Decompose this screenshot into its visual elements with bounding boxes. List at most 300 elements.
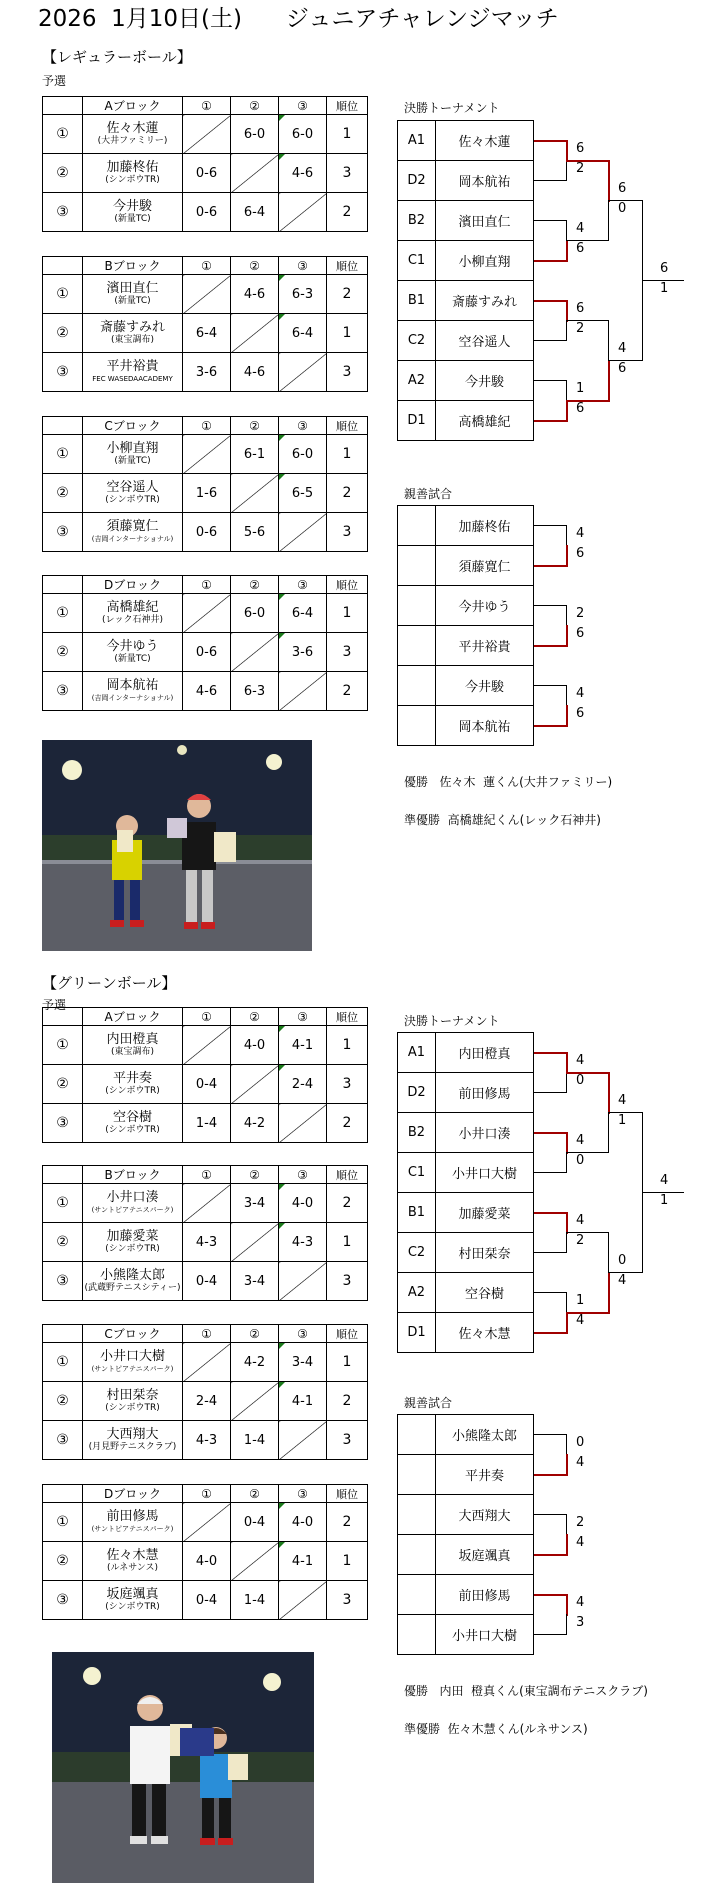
player-name: 須藤寛仁	[106, 519, 159, 534]
opponent-col-header: ①	[183, 417, 231, 435]
bracket-player-name: 加藤愛菜	[436, 1193, 534, 1233]
player-row	[43, 594, 368, 633]
header-empty-cell	[43, 417, 83, 435]
player-row	[43, 1503, 368, 1542]
friendly-player-name: 小井口大樹	[436, 1615, 534, 1655]
opponent-col-header: ②	[231, 97, 279, 115]
bracket-line	[534, 160, 567, 181]
bracket-line	[534, 220, 567, 241]
bracket-line	[534, 605, 567, 626]
player-number: ①	[43, 275, 83, 314]
player-number: ③	[43, 1104, 83, 1143]
match-score: 0-6	[183, 513, 231, 552]
friendly-entry	[398, 506, 534, 546]
bracket-line	[534, 1232, 567, 1253]
friendly-seed-blank	[398, 706, 436, 746]
bracket-line	[534, 1312, 568, 1334]
player-name: 前田修馬	[106, 1509, 159, 1524]
bracket-player-name: 今井駿	[436, 361, 534, 401]
player-number: ③	[43, 193, 83, 232]
player-row	[43, 474, 368, 513]
bracket-line	[534, 705, 568, 727]
bracket-line	[534, 320, 567, 341]
player-club: (新量TC)	[114, 214, 151, 224]
green-prelim-label: 予選	[42, 998, 67, 1012]
friendly-entry	[398, 1535, 534, 1575]
bracket-seed: B1	[398, 281, 436, 321]
block-name: Bブロック	[83, 1166, 183, 1184]
player-number: ②	[43, 633, 83, 672]
match-score: 0-6	[183, 154, 231, 193]
player-name: 加藤柊佑	[106, 160, 159, 175]
self-match-diagonal	[279, 1581, 327, 1620]
bracket-score: 4	[576, 1133, 585, 1148]
player-row	[43, 1382, 368, 1421]
rank-value: 2	[327, 672, 368, 711]
bracket-seed: D2	[398, 1073, 436, 1113]
bracket-seed: A2	[398, 1273, 436, 1313]
bracket-score: 1	[576, 1293, 585, 1308]
bracket-entry	[398, 1033, 534, 1073]
player-name: 坂庭颯真	[106, 1587, 159, 1602]
green-friendly-table	[397, 1414, 534, 1655]
bracket-seed: A1	[398, 121, 436, 161]
match-score: 6-4	[279, 594, 327, 633]
match-score: 6-0	[231, 594, 279, 633]
bracket-player-name: 高橋雄紀	[436, 401, 534, 441]
player-number: ③	[43, 1581, 83, 1620]
player-club: (サントピアテニスパーク)	[91, 1206, 174, 1214]
player-number: ①	[43, 1503, 83, 1542]
player-number: ②	[43, 154, 83, 193]
self-match-diagonal	[183, 594, 231, 633]
player-cell	[83, 154, 183, 193]
bracket-score: 4	[618, 1093, 627, 1108]
self-match-diagonal	[231, 1223, 279, 1262]
bracket-line	[534, 400, 568, 422]
green-runner-up-text: 準優勝 佐々木慧くん(ルネサンス)	[404, 1722, 588, 1736]
friendly-seed-blank	[398, 1455, 436, 1495]
rank-value: 2	[327, 1382, 368, 1421]
bracket-seed: C2	[398, 321, 436, 361]
opponent-col-header: ②	[231, 417, 279, 435]
friendly-entry	[398, 546, 534, 586]
opponent-col-header: ①	[183, 1008, 231, 1026]
player-cell	[83, 1421, 183, 1460]
green-friendly-label: 親善試合	[404, 1396, 453, 1410]
player-number: ③	[43, 513, 83, 552]
match-score: 2-4	[183, 1382, 231, 1421]
friendly-player-name: 坂庭颯真	[436, 1535, 534, 1575]
match-score: 5-6	[231, 513, 279, 552]
match-score: 6-0	[231, 115, 279, 154]
friendly-seed-blank	[398, 1415, 436, 1455]
opponent-col-header: ③	[279, 97, 327, 115]
player-club: (吉岡インターナショナル)	[91, 535, 174, 543]
match-score: 4-6	[231, 353, 279, 392]
bracket-score: 6	[618, 181, 627, 196]
bracket-score: 3	[576, 1615, 585, 1630]
self-match-diagonal	[279, 193, 327, 232]
rank-value: 1	[327, 314, 368, 353]
player-club: (シンボウTR)	[105, 495, 160, 505]
player-club: (シンボウTR)	[105, 1403, 160, 1413]
regular-block-table	[42, 256, 368, 392]
player-name: 加藤愛菜	[106, 1229, 159, 1244]
player-row	[43, 1065, 368, 1104]
self-match-diagonal	[279, 672, 327, 711]
player-name: 今井ゆう	[106, 639, 159, 654]
friendly-player-name: 平井裕貴	[436, 626, 534, 666]
bracket-entry	[398, 161, 534, 201]
green-section-heading: 【グリーンボール】	[42, 974, 177, 992]
player-number: ①	[43, 1343, 83, 1382]
bracket-entry	[398, 1193, 534, 1233]
bracket-score: 0	[576, 1435, 585, 1450]
player-name: 内田橙真	[106, 1032, 159, 1047]
opponent-col-header: ③	[279, 1008, 327, 1026]
bracket-score: 2	[576, 1515, 585, 1530]
player-row	[43, 513, 368, 552]
self-match-diagonal	[279, 513, 327, 552]
match-score: 4-1	[279, 1026, 327, 1065]
player-row	[43, 1184, 368, 1223]
player-name: 平井裕貴	[106, 359, 159, 374]
match-score: 4-6	[279, 154, 327, 193]
match-score: 3-4	[231, 1184, 279, 1223]
player-club: (サントピアテニスパーク)	[91, 1365, 174, 1373]
self-match-diagonal	[183, 275, 231, 314]
player-row	[43, 1343, 368, 1382]
player-cell	[83, 1503, 183, 1542]
friendly-seed-blank	[398, 586, 436, 626]
rank-value: 1	[327, 1223, 368, 1262]
player-name: 佐々木蓮	[106, 121, 159, 136]
bracket-score: 6	[576, 626, 585, 641]
bracket-line	[608, 280, 643, 361]
player-cell	[83, 474, 183, 513]
bracket-line	[608, 1192, 643, 1273]
player-row	[43, 1542, 368, 1581]
rank-col-header: 順位	[327, 1008, 368, 1026]
rank-col-header: 順位	[327, 417, 368, 435]
block-name: Dブロック	[83, 1485, 183, 1503]
player-cell	[83, 1262, 183, 1301]
bracket-score: 1	[576, 381, 585, 396]
self-match-diagonal	[279, 1421, 327, 1460]
player-cell	[83, 1065, 183, 1104]
regular-runner-up-text: 準優勝 高橋雄紀くん(レック石神井)	[404, 813, 601, 827]
player-number: ③	[43, 1262, 83, 1301]
match-score: 4-6	[183, 672, 231, 711]
friendly-seed-blank	[398, 506, 436, 546]
match-score: 4-0	[279, 1184, 327, 1223]
self-match-diagonal	[231, 314, 279, 353]
bracket-score: 2	[576, 321, 585, 336]
player-row	[43, 1262, 368, 1301]
bracket-line	[534, 1434, 567, 1455]
match-score: 1-4	[183, 1104, 231, 1143]
opponent-col-header: ②	[231, 1485, 279, 1503]
opponent-col-header: ③	[279, 576, 327, 594]
bracket-score: 2	[576, 1233, 585, 1248]
match-score: 6-3	[231, 672, 279, 711]
player-name: 小熊隆太郎	[99, 1268, 165, 1283]
regular-block-table	[42, 575, 368, 711]
player-cell	[83, 594, 183, 633]
player-cell	[83, 193, 183, 232]
player-number: ②	[43, 1382, 83, 1421]
match-score: 4-2	[231, 1104, 279, 1143]
rank-col-header: 順位	[327, 1485, 368, 1503]
rank-value: 2	[327, 275, 368, 314]
player-number: ②	[43, 474, 83, 513]
bracket-score: 6	[576, 401, 585, 416]
bracket-line	[566, 200, 609, 241]
self-match-diagonal	[183, 435, 231, 474]
rank-value: 1	[327, 1343, 368, 1382]
bracket-entry	[398, 121, 534, 161]
bracket-line	[534, 380, 567, 401]
player-row	[43, 154, 368, 193]
opponent-col-header: ②	[231, 1166, 279, 1184]
bracket-player-name: 佐々木蓮	[436, 121, 534, 161]
friendly-seed-blank	[398, 666, 436, 706]
match-score: 4-3	[183, 1421, 231, 1460]
bracket-score: 1	[618, 1113, 627, 1128]
opponent-col-header: ③	[279, 1325, 327, 1343]
match-score: 4-3	[279, 1223, 327, 1262]
bracket-player-name: 村田栞奈	[436, 1233, 534, 1273]
friendly-player-name: 今井ゆう	[436, 586, 534, 626]
bracket-entry	[398, 1153, 534, 1193]
bracket-entry	[398, 361, 534, 401]
header-empty-cell	[43, 1325, 83, 1343]
self-match-diagonal	[183, 1343, 231, 1382]
bracket-entry	[398, 1273, 534, 1313]
self-match-diagonal	[231, 633, 279, 672]
match-score: 0-4	[231, 1503, 279, 1542]
bracket-line	[534, 545, 568, 567]
rank-col-header: 順位	[327, 576, 368, 594]
match-score: 4-1	[279, 1542, 327, 1581]
player-club: (武蔵野テニスシティー)	[84, 1283, 181, 1293]
player-club: (シンボウTR)	[105, 1244, 160, 1254]
player-club: (月見野テニスクラブ)	[88, 1442, 177, 1452]
header-empty-cell	[43, 1166, 83, 1184]
player-row	[43, 1421, 368, 1460]
player-row	[43, 1581, 368, 1620]
bracket-score: 2	[576, 606, 585, 621]
bracket-score: 4	[576, 1213, 585, 1228]
player-name: 空谷遥人	[106, 480, 159, 495]
bracket-seed: D1	[398, 1313, 436, 1353]
match-score: 0-4	[183, 1262, 231, 1301]
friendly-entry	[398, 1455, 534, 1495]
match-score: 3-6	[183, 353, 231, 392]
player-number: ①	[43, 1184, 83, 1223]
bracket-score: 4	[576, 221, 585, 236]
bracket-score: 4	[618, 1273, 627, 1288]
bracket-line	[534, 1292, 567, 1313]
match-score: 0-4	[183, 1581, 231, 1620]
bracket-seed: C2	[398, 1233, 436, 1273]
player-row	[43, 115, 368, 154]
opponent-col-header: ②	[231, 1325, 279, 1343]
player-name: 高橋雄紀	[106, 600, 159, 615]
bracket-score: 4	[576, 1313, 585, 1328]
regular-block-table	[42, 416, 368, 552]
rank-value: 3	[327, 633, 368, 672]
player-row	[43, 275, 368, 314]
bracket-player-name: 濱田直仁	[436, 201, 534, 241]
bracket-score: 6	[576, 546, 585, 561]
bracket-line	[566, 1072, 610, 1114]
bracket-score: 6	[576, 301, 585, 316]
opponent-col-header: ①	[183, 576, 231, 594]
rank-value: 3	[327, 1065, 368, 1104]
opponent-col-header: ③	[279, 1166, 327, 1184]
player-cell	[83, 1223, 183, 1262]
regular-champion-text: 優勝 佐々木 蓮くん(大井ファミリー)	[404, 775, 613, 789]
block-name: Bブロック	[83, 257, 183, 275]
bracket-player-name: 前田修馬	[436, 1073, 534, 1113]
bracket-entry	[398, 401, 534, 441]
bracket-player-name: 空谷樹	[436, 1273, 534, 1313]
player-row	[43, 672, 368, 711]
bracket-line	[534, 1152, 567, 1173]
friendly-entry	[398, 626, 534, 666]
bracket-player-name: 岡本航祐	[436, 161, 534, 201]
match-score: 6-0	[279, 435, 327, 474]
friendly-entry	[398, 1415, 534, 1455]
opponent-col-header: ①	[183, 97, 231, 115]
bracket-seed: B1	[398, 1193, 436, 1233]
match-score: 4-0	[183, 1542, 231, 1581]
regular-block-table	[42, 96, 368, 232]
player-club: (シンボウTR)	[105, 1602, 160, 1612]
player-cell	[83, 115, 183, 154]
match-score: 0-6	[183, 633, 231, 672]
header-empty-cell	[43, 257, 83, 275]
rank-value: 1	[327, 1026, 368, 1065]
rank-value: 3	[327, 1262, 368, 1301]
green-final-bracket-table	[397, 1032, 534, 1353]
bracket-player-name: 小井口湊	[436, 1113, 534, 1153]
bracket-seed: D1	[398, 401, 436, 441]
player-number: ①	[43, 435, 83, 474]
regular-section-heading: 【レギュラーボール】	[42, 48, 192, 66]
bracket-score: 4	[576, 1535, 585, 1550]
rank-value: 1	[327, 115, 368, 154]
match-score: 0-6	[183, 193, 231, 232]
green-champion-text: 優勝 内田 橙真くん(東宝調布テニスクラブ)	[404, 1684, 648, 1698]
player-cell	[83, 1542, 183, 1581]
bracket-line	[534, 240, 568, 262]
player-club: FEC WASEDAACADEMY	[92, 375, 173, 383]
player-name: 岡本航祐	[106, 678, 159, 693]
player-cell	[83, 1104, 183, 1143]
rank-value: 3	[327, 154, 368, 193]
match-score: 0-4	[183, 1065, 231, 1104]
rank-value: 2	[327, 1104, 368, 1143]
player-cell	[83, 633, 183, 672]
friendly-entry	[398, 1615, 534, 1655]
player-cell	[83, 1184, 183, 1223]
green-final-label: 決勝トーナメント	[404, 1014, 500, 1028]
bracket-seed: B2	[398, 1113, 436, 1153]
match-score: 4-3	[183, 1223, 231, 1262]
bracket-score: 6	[576, 706, 585, 721]
player-name: 空谷樹	[112, 1110, 152, 1125]
player-club: (東宝調布)	[110, 335, 155, 345]
bracket-player-name: 斎藤すみれ	[436, 281, 534, 321]
bracket-score: 0	[576, 1153, 585, 1168]
player-club: (大井ファミリー)	[97, 136, 168, 146]
bracket-score: 6	[576, 241, 585, 256]
match-score: 3-4	[279, 1343, 327, 1382]
friendly-seed-blank	[398, 626, 436, 666]
bracket-score: 2	[576, 161, 585, 176]
opponent-col-header: ①	[183, 1325, 231, 1343]
bracket-score: 4	[576, 1595, 585, 1610]
bracket-line	[534, 1514, 567, 1535]
bracket-line	[566, 160, 610, 202]
opponent-col-header: ③	[279, 417, 327, 435]
player-name: 平井奏	[112, 1071, 152, 1086]
opponent-col-header: ②	[231, 257, 279, 275]
bracket-player-name: 空谷遥人	[436, 321, 534, 361]
player-club: (ルネサンス)	[106, 1563, 159, 1573]
player-number: ③	[43, 1421, 83, 1460]
match-score: 4-1	[279, 1382, 327, 1421]
photo-illustration	[42, 740, 312, 951]
regular-final-label: 決勝トーナメント	[404, 101, 500, 115]
bracket-line	[566, 1232, 609, 1273]
match-score: 6-0	[279, 115, 327, 154]
page-title: 2026 1月10日(土) ジュニアチャレンジマッチ	[38, 6, 559, 32]
bracket-line	[534, 1212, 568, 1234]
green-block-table	[42, 1324, 368, 1460]
block-name: Aブロック	[83, 1008, 183, 1026]
bracket-score: 0	[618, 201, 627, 216]
friendly-entry	[398, 1495, 534, 1535]
friendly-seed-blank	[398, 1495, 436, 1535]
rank-col-header: 順位	[327, 1166, 368, 1184]
player-number: ③	[43, 353, 83, 392]
green-block-table	[42, 1007, 368, 1143]
rank-col-header: 順位	[327, 1325, 368, 1343]
bracket-line	[534, 685, 567, 706]
match-score: 6-5	[279, 474, 327, 513]
rank-value: 2	[327, 1184, 368, 1223]
self-match-diagonal	[279, 353, 327, 392]
friendly-player-name: 平井奏	[436, 1455, 534, 1495]
friendly-seed-blank	[398, 1575, 436, 1615]
opponent-col-header: ②	[231, 1008, 279, 1026]
friendly-player-name: 今井駿	[436, 666, 534, 706]
bracket-line	[534, 140, 568, 162]
match-score: 1-4	[231, 1581, 279, 1620]
friendly-player-name: 大西翔大	[436, 1495, 534, 1535]
header-empty-cell	[43, 576, 83, 594]
player-row	[43, 353, 368, 392]
bracket-line	[534, 625, 568, 647]
bracket-entry	[398, 241, 534, 281]
match-score: 6-3	[279, 275, 327, 314]
friendly-player-name: 須藤寛仁	[436, 546, 534, 586]
bracket-entry	[398, 321, 534, 361]
